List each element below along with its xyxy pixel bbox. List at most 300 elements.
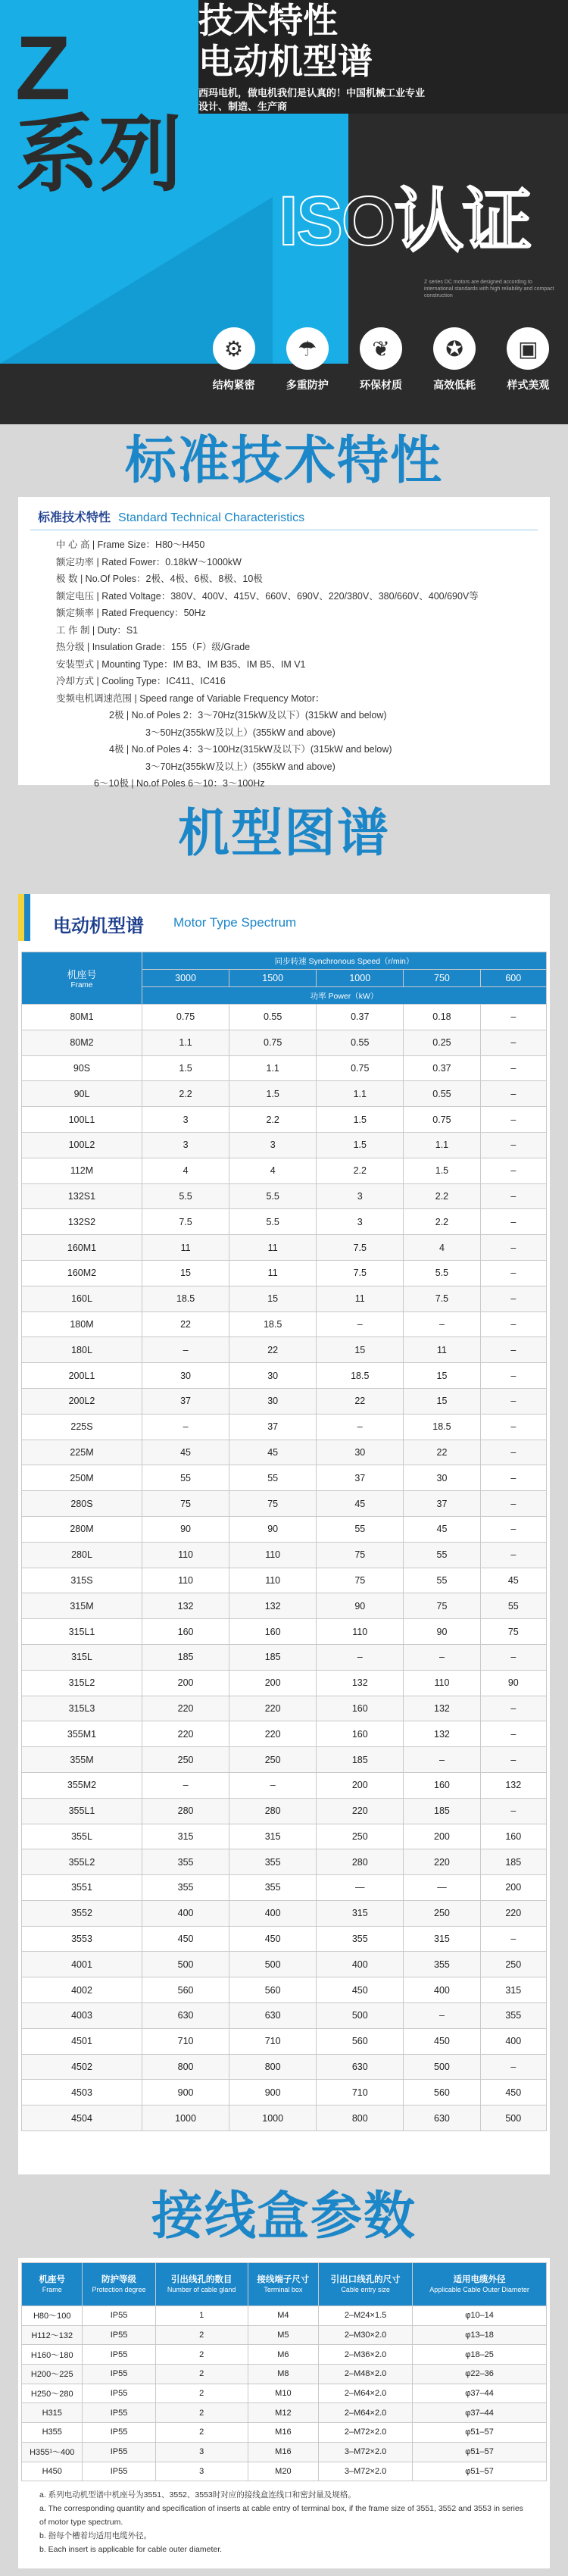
- table-row: [22, 2403, 547, 2423]
- power-cell: 800: [317, 2106, 404, 2131]
- table-row: [22, 2423, 547, 2443]
- terminal-cell: M4: [248, 2306, 318, 2326]
- hero-title-line2: 电动机型谱: [198, 42, 373, 81]
- speed-value-header: 600: [480, 970, 546, 987]
- terminal-header-cell: [83, 2263, 155, 2306]
- frame-cell: 80M2: [22, 1030, 142, 1055]
- power-cell: 110: [142, 1568, 229, 1593]
- table-row: [22, 2384, 547, 2403]
- power-cell: –: [480, 1414, 546, 1440]
- table-row: [22, 1158, 547, 1183]
- power-cell: 710: [229, 2028, 317, 2054]
- power-cell: 160: [480, 1824, 546, 1849]
- frame-cell: 3552: [22, 1900, 142, 1926]
- power-cell: –: [480, 1465, 546, 1491]
- power-cell: 200: [142, 1670, 229, 1696]
- hero-title-line1: 技术特性: [198, 1, 338, 40]
- frame-cell: 90S: [22, 1055, 142, 1081]
- power-cell: 132: [317, 1670, 404, 1696]
- power-cell: –: [480, 1721, 546, 1747]
- speed-value-header: 1000: [317, 970, 404, 987]
- power-cell: 500: [404, 2054, 480, 2080]
- power-cell: 0.75: [142, 1005, 229, 1030]
- power-cell: 75: [404, 1593, 480, 1619]
- terminal-cell: 2–M64×2.0: [319, 2403, 413, 2423]
- power-cell: 250: [229, 1747, 317, 1773]
- frame-cell: 315L2: [22, 1670, 142, 1696]
- terminal-cell: H80～100: [22, 2306, 83, 2326]
- tech-card-header: [38, 508, 550, 525]
- terminal-header-en: Applicable Cable Outer Diameter: [429, 2285, 529, 2293]
- table-row: [22, 2442, 547, 2462]
- power-cell: 160: [317, 1721, 404, 1747]
- tech-section-title: 标准技术特性: [124, 432, 443, 489]
- power-cell: 132: [404, 1721, 480, 1747]
- power-cell: 160: [229, 1619, 317, 1645]
- terminal-cell: 2–M24×1.5: [319, 2306, 413, 2326]
- frame-cell: 3551: [22, 1875, 142, 1901]
- tech-spec-list: [56, 536, 550, 792]
- power-cell: –: [480, 1055, 546, 1081]
- power-cell: 355: [480, 2003, 546, 2029]
- terminal-header-en: Number of cable gland: [167, 2285, 236, 2293]
- power-cell: –: [480, 1337, 546, 1363]
- power-cell: 315: [480, 1977, 546, 2003]
- frame-cell: 225S: [22, 1414, 142, 1440]
- power-cell: 0.55: [317, 1030, 404, 1055]
- power-cell: 560: [142, 1977, 229, 2003]
- power-cell: –: [480, 1209, 546, 1235]
- power-cell: –: [480, 1235, 546, 1261]
- power-cell: –: [480, 1158, 546, 1183]
- table-row: [22, 1209, 547, 1235]
- speed-range-line: 4极 | No.of Poles 4：3～100Hz(315kW及以下）(315kW and below): [109, 744, 392, 755]
- power-cell: 30: [229, 1363, 317, 1389]
- power-cell: 200: [480, 1875, 546, 1901]
- table-row: [22, 1721, 547, 1747]
- note-line: b. Each insert is applicable for cable outer diameter.: [39, 2545, 223, 2554]
- tech-card-title-en: Standard Technical Characteristics: [118, 511, 305, 524]
- power-cell: 90: [480, 1670, 546, 1696]
- power-cell: 0.75: [229, 1030, 317, 1055]
- power-cell: 45: [229, 1440, 317, 1465]
- power-cell: 2.2: [404, 1209, 480, 1235]
- terminal-cell: M5: [248, 2325, 318, 2345]
- table-row: [22, 1824, 547, 1849]
- power-cell: –: [480, 1644, 546, 1670]
- power-cell: 160: [317, 1696, 404, 1721]
- tech-spec-line: 热分级 | Insulation Grade：155（F）级/Grade: [56, 642, 251, 652]
- table-row: [22, 2345, 547, 2365]
- power-cell: –: [404, 1311, 480, 1337]
- terminal-cell: H250～280: [22, 2384, 83, 2403]
- power-cell: 450: [480, 2080, 546, 2106]
- terminal-cell: φ18–25: [413, 2345, 547, 2365]
- frame-cell: 315L3: [22, 1696, 142, 1721]
- power-cell: 800: [142, 2054, 229, 2080]
- table-row: [22, 1491, 547, 1517]
- terminal-header-row: [22, 2263, 547, 2306]
- frame-cell: 4502: [22, 2054, 142, 2080]
- terminal-cell: φ51–57: [413, 2462, 547, 2481]
- eco-material-icon: [360, 327, 402, 370]
- power-cell: 110: [142, 1542, 229, 1568]
- power-cell: 315: [404, 1926, 480, 1952]
- feature-item: [494, 327, 562, 411]
- power-cell: 200: [229, 1670, 317, 1696]
- power-cell: 450: [229, 1926, 317, 1952]
- power-cell: 3: [229, 1132, 317, 1158]
- power-cell: 3: [317, 1209, 404, 1235]
- power-cell: 900: [142, 2080, 229, 2106]
- power-cell: 15: [404, 1388, 480, 1414]
- terminal-cell: 3–M72×2.0: [319, 2462, 413, 2481]
- power-cell: 0.75: [317, 1055, 404, 1081]
- power-cell: 75: [142, 1491, 229, 1517]
- power-cell: 30: [142, 1363, 229, 1389]
- frame-cell: 355M2: [22, 1772, 142, 1798]
- power-cell: 30: [229, 1388, 317, 1414]
- power-cell: 500: [142, 1952, 229, 1977]
- power-cell: 450: [142, 1926, 229, 1952]
- table-row: [22, 1055, 547, 1081]
- power-cell: 1000: [142, 2106, 229, 2131]
- terminal-cell: 2: [155, 2423, 248, 2443]
- power-cell: 2.2: [229, 1107, 317, 1133]
- table-row: [22, 1670, 547, 1696]
- terminal-header-cell: [413, 2263, 547, 2306]
- power-cell: –: [404, 2003, 480, 2029]
- power-cell: –: [142, 1414, 229, 1440]
- terminal-header-cell: [248, 2263, 318, 2306]
- power-cell: –: [480, 1311, 546, 1337]
- power-cell: 355: [229, 1875, 317, 1901]
- frame-cell: 4001: [22, 1952, 142, 1977]
- power-cell: –: [480, 1696, 546, 1721]
- power-cell: 7.5: [404, 1286, 480, 1311]
- power-cell: 37: [317, 1465, 404, 1491]
- power-cell: 710: [142, 2028, 229, 2054]
- terminal-cell: H315: [22, 2403, 83, 2423]
- terminal-cell: 2–M30×2.0: [319, 2325, 413, 2345]
- table-row: [22, 1644, 547, 1670]
- power-cell: 500: [317, 2003, 404, 2029]
- terminal-cell: 2: [155, 2365, 248, 2384]
- power-cell: 5.5: [229, 1209, 317, 1235]
- frame-cell: 355M: [22, 1747, 142, 1773]
- power-cell: 11: [317, 1286, 404, 1311]
- power-cell: 5.5: [404, 1260, 480, 1286]
- power-cell: 250: [317, 1824, 404, 1849]
- frame-cell: 160L: [22, 1286, 142, 1311]
- terminal-cell: 3: [155, 2442, 248, 2462]
- tech-spec-line: 工 作 制 | Duty：S1: [56, 624, 139, 636]
- feature-glyph: ❦: [372, 336, 390, 361]
- power-cell: 22: [142, 1311, 229, 1337]
- power-cell: 355: [142, 1875, 229, 1901]
- power-cell: 110: [317, 1619, 404, 1645]
- table-row: [22, 1798, 547, 1824]
- power-cell: 132: [404, 1696, 480, 1721]
- power-cell: 55: [480, 1593, 546, 1619]
- terminal-cell: φ51–57: [413, 2423, 547, 2443]
- feature-label: 环保材质: [359, 379, 402, 391]
- power-cell: 1.1: [317, 1081, 404, 1107]
- power-cell: 90: [317, 1593, 404, 1619]
- speed-header: 同步转速 Synchronous Speed（r/min）: [142, 952, 547, 970]
- spectrum-title-en: Motor Type Spectrum: [173, 915, 297, 930]
- frame-cell: 280L: [22, 1542, 142, 1568]
- power-cell: 220: [317, 1798, 404, 1824]
- terminal-cell: M12: [248, 2403, 318, 2423]
- power-cell: 250: [142, 1747, 229, 1773]
- power-cell: 15: [404, 1363, 480, 1389]
- terminal-cell: IP55: [83, 2462, 155, 2481]
- power-cell: –: [480, 1798, 546, 1824]
- power-cell: 75: [317, 1568, 404, 1593]
- power-cell: 1.1: [404, 1132, 480, 1158]
- power-cell: 630: [229, 2003, 317, 2029]
- frame-cell: 100L1: [22, 1107, 142, 1133]
- power-cell: 22: [229, 1337, 317, 1363]
- table-row: [22, 1952, 547, 1977]
- power-cell: –: [480, 1081, 546, 1107]
- power-cell: –: [317, 1414, 404, 1440]
- power-cell: –: [480, 1183, 546, 1209]
- power-cell: 37: [142, 1388, 229, 1414]
- power-cell: 45: [142, 1440, 229, 1465]
- terminal-cell: φ10–14: [413, 2306, 547, 2326]
- power-cell: 355: [229, 1849, 317, 1875]
- power-cell: –: [229, 1772, 317, 1798]
- power-cell: –: [142, 1772, 229, 1798]
- terminal-cell: IP55: [83, 2365, 155, 2384]
- power-cell: 400: [229, 1900, 317, 1926]
- power-cell: 315: [317, 1900, 404, 1926]
- feature-glyph: ⚙: [224, 336, 244, 361]
- terminal-cell: 2–M72×2.0: [319, 2423, 413, 2443]
- terminal-header-en: Frame: [42, 2285, 62, 2293]
- frame-cell: 315L: [22, 1644, 142, 1670]
- power-cell: –: [480, 1132, 546, 1158]
- yellow-stripe: [18, 894, 24, 941]
- frame-cell: 355L: [22, 1824, 142, 1849]
- terminal-header-cn: 适用电缆外径: [453, 2275, 506, 2285]
- power-cell: 18.5: [317, 1363, 404, 1389]
- terminal-header-cn: 引出口线孔的尺寸: [330, 2275, 401, 2285]
- terminal-cell: H450: [22, 2462, 83, 2481]
- terminal-header-cell: [155, 2263, 248, 2306]
- power-cell: 355: [142, 1849, 229, 1875]
- tech-spec-line: 中 心 高 | Frame Size：H80～H450: [56, 539, 205, 550]
- energy-saving-icon: [433, 327, 476, 370]
- power-cell: 2.2: [142, 1081, 229, 1107]
- power-cell: 132: [480, 1772, 546, 1798]
- power-cell: 7.5: [142, 1209, 229, 1235]
- power-cell: 15: [317, 1337, 404, 1363]
- power-cell: 11: [404, 1337, 480, 1363]
- feature-item: [420, 327, 488, 411]
- power-cell: 0.18: [404, 1005, 480, 1030]
- table-row: [22, 1030, 547, 1055]
- power-cell: 1.1: [229, 1055, 317, 1081]
- terminal-cell: M20: [248, 2462, 318, 2481]
- hero-z-letter: Z: [15, 17, 71, 119]
- tech-card: [18, 497, 550, 789]
- spectrum-card-header: [18, 894, 550, 941]
- power-cell: 500: [480, 2106, 546, 2131]
- power-cell: 90: [229, 1516, 317, 1542]
- frame-cell: 355L2: [22, 1849, 142, 1875]
- hero-series-text: 系列: [15, 108, 182, 202]
- terminal-cell: H355¹～400: [22, 2442, 83, 2462]
- power-cell: 1000: [229, 2106, 317, 2131]
- spectrum-section-title: 机型图谱: [177, 805, 390, 862]
- power-cell: 55: [404, 1568, 480, 1593]
- terminal-cell: 2: [155, 2345, 248, 2365]
- power-cell: 3: [142, 1132, 229, 1158]
- frame-cell: 80M1: [22, 1005, 142, 1030]
- iso-certification-text: ISO认证: [279, 183, 531, 260]
- speed-value-header: 3000: [142, 970, 229, 987]
- frame-header: [22, 952, 142, 1005]
- power-cell: –: [480, 1286, 546, 1311]
- terminal-header-cn: 机座号: [39, 2275, 65, 2285]
- power-cell: 45: [480, 1568, 546, 1593]
- note-line: b. 指每个槽着均适用电缆外径。: [39, 2531, 152, 2540]
- power-cell: –: [480, 1516, 546, 1542]
- power-cell: 0.37: [404, 1055, 480, 1081]
- tech-spec-line: 变频电机调速范围 | Speed range of Variable Frequency Motor：: [56, 692, 325, 704]
- power-cell: –: [404, 1644, 480, 1670]
- power-cell: 710: [317, 2080, 404, 2106]
- terminal-cell: IP55: [83, 2306, 155, 2326]
- power-cell: 4: [404, 1235, 480, 1261]
- terminal-section-title: 接线盒参数: [151, 2187, 417, 2245]
- power-cell: 11: [229, 1260, 317, 1286]
- power-cell: 0.37: [317, 1005, 404, 1030]
- power-cell: 30: [317, 1440, 404, 1465]
- power-cell: 22: [317, 1388, 404, 1414]
- power-cell: 75: [229, 1491, 317, 1517]
- power-cell: 15: [229, 1286, 317, 1311]
- power-cell: 15: [142, 1260, 229, 1286]
- power-cell: 450: [404, 2028, 480, 2054]
- power-cell: —: [404, 1875, 480, 1901]
- power-cell: 11: [229, 1235, 317, 1261]
- power-cell: –: [480, 1363, 546, 1389]
- frame-cell: 3553: [22, 1926, 142, 1952]
- table-row: [22, 1286, 547, 1311]
- terminal-cell: H200～225: [22, 2365, 83, 2384]
- power-cell: –: [480, 2054, 546, 2080]
- frame-cell: 4003: [22, 2003, 142, 2029]
- hero-banner: [0, 0, 568, 424]
- table-row: [22, 1107, 547, 1133]
- power-cell: 1.1: [142, 1030, 229, 1055]
- power-cell: 45: [317, 1491, 404, 1517]
- table-row: [22, 1772, 547, 1798]
- terminal-cell: 2–M36×2.0: [319, 2345, 413, 2365]
- hero-slogan: 西玛电机，做电机我们是认真的！中国机械工业专业设计、制造、生产商: [198, 87, 426, 112]
- tech-card-title-cn: 标准技术特性: [38, 511, 111, 524]
- table-row: [22, 1696, 547, 1721]
- power-cell: 0.75: [404, 1107, 480, 1133]
- power-cell: 560: [229, 1977, 317, 2003]
- table-row: [22, 2306, 547, 2326]
- frame-cell: 100L2: [22, 1132, 142, 1158]
- power-cell: 185: [480, 1849, 546, 1875]
- terminal-cell: 2–M64×2.0: [319, 2384, 413, 2403]
- power-cell: 220: [229, 1696, 317, 1721]
- tech-spec-line: 额定功率 | Rated Fower：0.18kW～1000kW: [56, 556, 242, 567]
- power-cell: 11: [142, 1235, 229, 1261]
- power-cell: 75: [480, 1619, 546, 1645]
- power-cell: 1.5: [229, 1081, 317, 1107]
- feature-label: 多重防护: [286, 379, 329, 391]
- terminal-cell: IP55: [83, 2384, 155, 2403]
- power-cell: 55: [229, 1465, 317, 1491]
- tech-spec-line: 额定电压 | Rated Voltage：380V、400V、415V、660V、690V、220/380V、380/660V、400/690V等: [56, 590, 479, 602]
- terminal-header-cn: 防护等级: [101, 2275, 137, 2285]
- power-cell: –: [480, 1440, 546, 1465]
- frame-cell: 355L1: [22, 1798, 142, 1824]
- frame-cell: 315S: [22, 1568, 142, 1593]
- table-row: [22, 1465, 547, 1491]
- terminal-cell: 3: [155, 2462, 248, 2481]
- note-line: a. 系列电动机型谱中机座号为3551、3552、3553时对应的接线盒连线口和密封量及规格。: [39, 2490, 356, 2499]
- tech-spec-line: 安装型式 | Mounting Type：IM B3、IM B35、IM B5、IM V1: [56, 658, 306, 670]
- table-row: [22, 2325, 547, 2345]
- table-row: [22, 2028, 547, 2054]
- power-cell: 7.5: [317, 1235, 404, 1261]
- power-cell: 2.2: [404, 1183, 480, 1209]
- table-row: [22, 1260, 547, 1286]
- spectrum-title-cn: 电动机型谱: [53, 916, 144, 936]
- frame-cell: 4002: [22, 1977, 142, 2003]
- power-cell: 400: [480, 2028, 546, 2054]
- power-cell: 55: [404, 1542, 480, 1568]
- terminal-cell: φ22–36: [413, 2365, 547, 2384]
- feature-label: 高效低耗: [433, 379, 476, 391]
- power-cell: 4: [142, 1158, 229, 1183]
- style-beauty-icon: [507, 327, 549, 370]
- terminal-cell: H355: [22, 2423, 83, 2443]
- power-cell: 185: [142, 1644, 229, 1670]
- power-cell: 1.5: [142, 1055, 229, 1081]
- power-cell: –: [480, 1107, 546, 1133]
- power-cell: –: [480, 1030, 546, 1055]
- power-cell: 280: [229, 1798, 317, 1824]
- table-row: [22, 1926, 547, 1952]
- table-row: [22, 1235, 547, 1261]
- table-row: [22, 1363, 547, 1389]
- note-line: a. The corresponding quantity and specification of inserts at cable entry of terminal box, if the frame size of 3551, 3552 and 3553 in series of motor type spectrum.: [39, 2504, 523, 2527]
- power-cell: 18.5: [229, 1311, 317, 1337]
- power-cell: 30: [404, 1465, 480, 1491]
- terminal-cell: M8: [248, 2365, 318, 2384]
- power-cell: 18.5: [142, 1286, 229, 1311]
- frame-cell: 180L: [22, 1337, 142, 1363]
- power-cell: –: [404, 1747, 480, 1773]
- power-cell: 1.5: [317, 1107, 404, 1133]
- table-row: [22, 2003, 547, 2029]
- frame-cell: 160M1: [22, 1235, 142, 1261]
- table-row: [22, 1311, 547, 1337]
- power-cell: 2.2: [317, 1158, 404, 1183]
- feature-label: 结构紧密: [212, 379, 255, 391]
- power-cell: 55: [142, 1465, 229, 1491]
